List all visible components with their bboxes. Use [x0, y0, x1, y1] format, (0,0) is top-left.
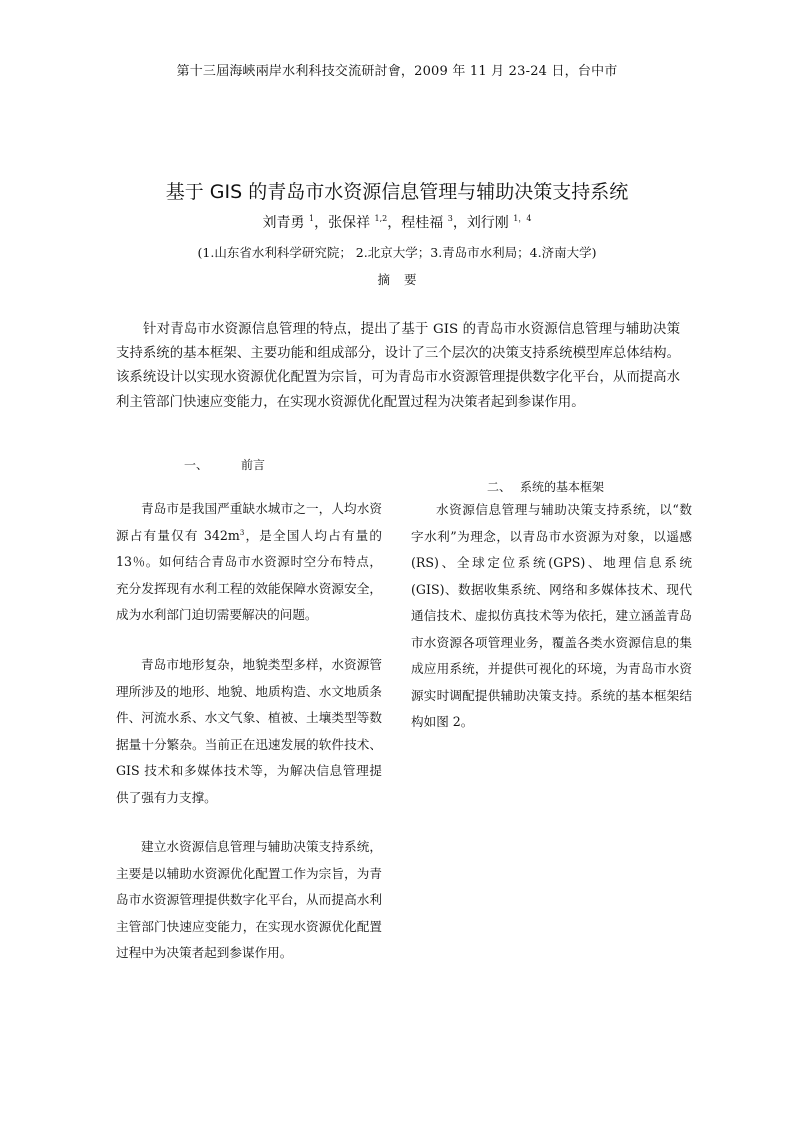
- section-title: 系统的基本框架: [520, 480, 605, 494]
- section-number: 一、: [184, 458, 209, 472]
- intro-paragraph-1: [116, 496, 382, 629]
- author-affil-mark: 1,2: [374, 214, 388, 223]
- paper-title: 基于 GIS 的青岛市水资源信息管理与辅助决策支持系统: [165, 181, 629, 203]
- author-affil-mark: 3: [447, 214, 453, 223]
- section-number: 二、: [487, 480, 512, 494]
- intro-paragraph-3: 建立水资源信息管理与辅助决策支持系统，主要是以辅助水资源优化配置工作为宗旨，为青岛市水资源管理提供数字化平台，从而提高水利主管部门快速应变能力，在实现水资源优化配置过程中为决策者起到参谋作用。: [116, 839, 382, 960]
- author-name: 刘行刚: [466, 215, 509, 231]
- author-separator: ，: [387, 215, 402, 231]
- abstract-heading: 摘要: [377, 272, 431, 287]
- author-list: [0, 212, 794, 234]
- affiliations: (1.山东省水利科学研究院； 2.北京大学；3.青岛市水利局；4.济南大学): [197, 245, 597, 260]
- intro-paragraph-1-text: 青岛市是我国严重缺水城市之一，人均水资源占有量仅有 342m: [116, 501, 382, 543]
- author-name: 张保祥: [328, 215, 371, 231]
- section-heading-framework: [487, 477, 604, 497]
- author-separator: ，: [452, 215, 467, 231]
- framework-paragraph-1: 水资源信息管理与辅助决策支持系统，以“数字水利”为理念，以青岛市水资源为对象，以遥感(RS)、全球定位系统(GPS)、地理信息系统(GIS)、数据收集系统、网络和多媒体技术、现代通信技术、虚拟仿真技术等为依托，建立涵盖青岛市水资源各项管理业务，覆盖各类水资源信息的集成应用系统，并提供可视化的环境，为青岛市水资源实时调配提供辅助决策支持。系统的基本框架结构如图 2。: [411, 502, 692, 729]
- section-title: 前言: [241, 458, 266, 472]
- author-affil-mark: 1，4: [513, 214, 532, 223]
- author-separator: ，: [314, 215, 329, 231]
- intro-paragraph-2: 青岛市地形复杂，地貌类型多样，水资源管理所涉及的地形、地貌、地质构造、水文地质条件、河流水系、水文气象、植被、土壤类型等数据量十分繁杂。当前正在迅速发展的软件技术、GIS 技术和多媒体技术等，为解决信息管理提供了强有力支撑。: [116, 657, 382, 805]
- author-name: 程桂福: [401, 215, 444, 231]
- author-affil-mark: 1: [308, 214, 315, 223]
- section-heading-introduction: [184, 455, 265, 475]
- conference-header: 第十三屆海峽兩岸水利科技交流研討會，2009 年 11 月 23-24 日，台中市: [176, 64, 618, 79]
- author-name: 刘青勇: [262, 215, 305, 231]
- abstract-body: 针对青岛市水资源信息管理的特点，提出了基于 GIS 的青岛市水资源信息管理与辅助决策支持系统的基本框架、主要功能和组成部分，设计了三个层次的决策支持系统模型库总体结构。该系统设计以实现水资源优化配置为宗旨，可为青岛市水资源管理提供数字化平台，从而提高水利主管部门快速应变能力，在实现水资源优化配置过程为决策者起到参谋作用。: [116, 322, 680, 410]
- superscript: 3: [239, 528, 245, 537]
- intro-paragraph-1-text-cont: ，是全国人均占有量的 13％。如何结合青岛市水资源时空分布特点，充分发挥现有水利工程的效能保障水资源安全，成为水利部门迫切需要解决的问题。: [116, 527, 383, 622]
